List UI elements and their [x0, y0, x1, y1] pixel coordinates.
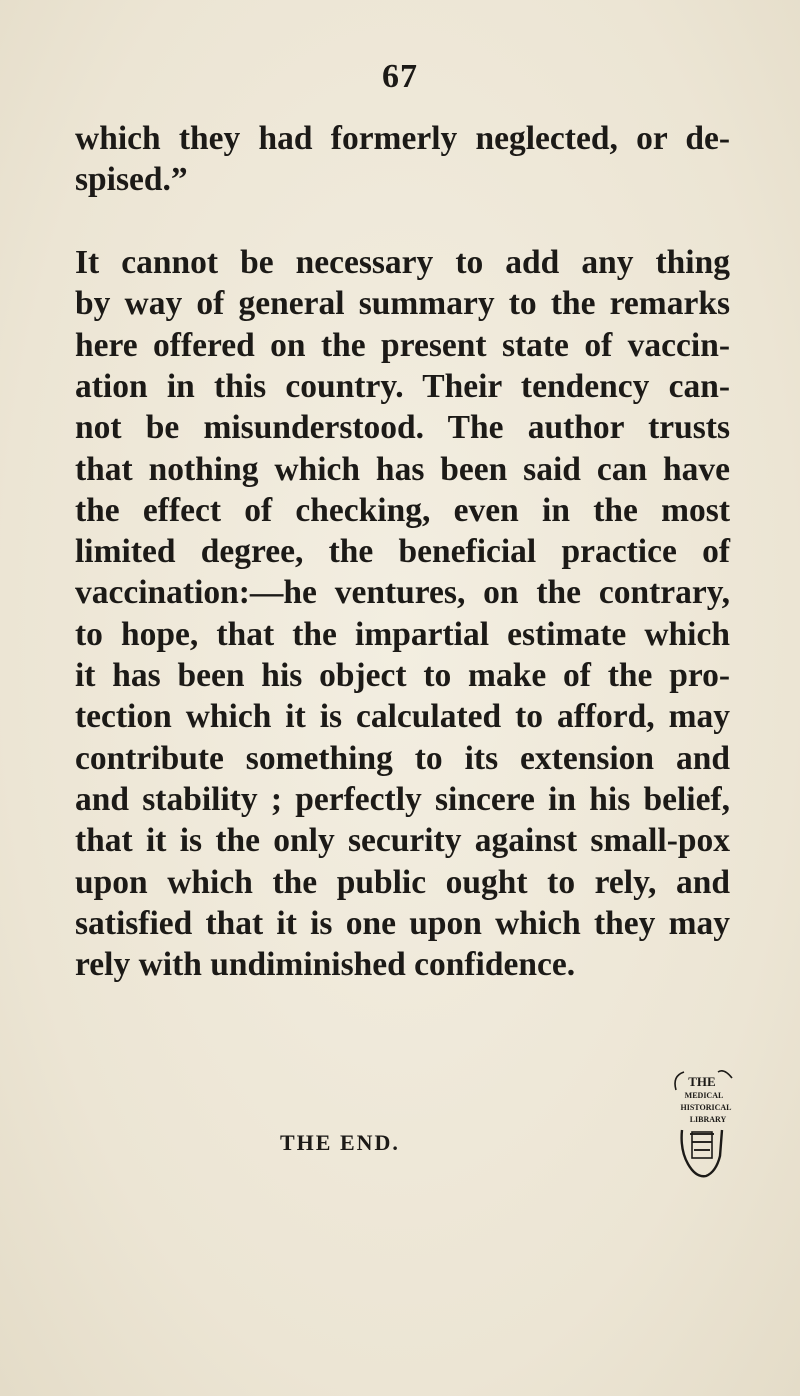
paragraph-1	[75, 118, 730, 201]
text-line: upon which the public ought to rely, and	[75, 863, 730, 901]
text-line: by way of general summary to the remarks	[75, 285, 730, 323]
the-end-label: THE END.	[280, 1130, 400, 1155]
text-line: the effect of checking, even in the most	[75, 491, 730, 529]
stamp-text-1: THE	[688, 1074, 716, 1089]
paragraph-gap	[75, 201, 730, 243]
page-number: 67	[382, 58, 418, 95]
text-line: spised.”	[75, 161, 188, 199]
text-line: vaccination:—he ventures, on the contrary,	[75, 574, 730, 612]
paragraph-2	[75, 242, 730, 985]
text-line: ation in this country. Their tendency can-	[75, 367, 730, 405]
text-line: it has been his object to make of the pro-	[75, 657, 730, 695]
text-line: not be misunderstood. The author trusts	[75, 409, 730, 447]
text-line: It cannot be necessary to add any thing	[75, 244, 730, 282]
stamp-text-4: LIBRARY	[689, 1115, 727, 1124]
library-stamp-icon	[662, 1068, 762, 1184]
text-line: rely with undiminished confidence.	[75, 946, 576, 984]
text-line: that it is the only security against small-pox	[75, 822, 730, 860]
stamp-text-2: MEDICAL	[684, 1091, 724, 1100]
text-line: and stability ; perfectly sincere in his belief,	[75, 780, 730, 818]
text-line: limited degree, the beneficial practice of	[75, 533, 730, 571]
text-line: satisfied that it is one upon which they may	[75, 904, 730, 942]
text-line: tection which it is calculated to afford, may	[75, 698, 730, 736]
text-line: here offered on the present state of vaccin-	[75, 326, 730, 364]
text-line: that nothing which has been said can have	[75, 450, 730, 488]
text-line: to hope, that the impartial estimate which	[75, 615, 730, 653]
text-line: contribute something to its extension and	[75, 739, 730, 777]
text-line: which they had formerly neglected, or de-	[75, 120, 730, 157]
body-text	[75, 118, 730, 985]
stamp-text-3: HISTORICAL	[680, 1103, 732, 1112]
